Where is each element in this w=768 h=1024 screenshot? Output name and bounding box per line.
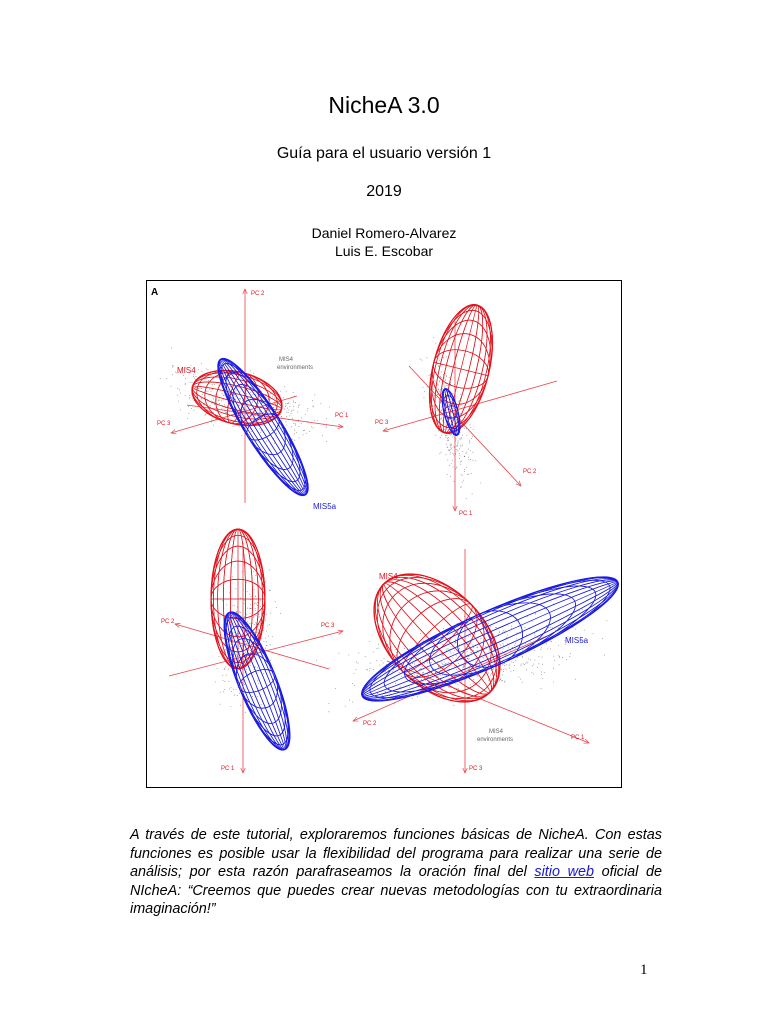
label-pc3-p4: PC 3 <box>469 766 483 772</box>
author-1: Daniel Romero-Alvarez <box>311 225 457 241</box>
author-2: Luis E. Escobar <box>334 243 434 259</box>
figure-canvas <box>147 281 621 787</box>
niche-ellipsoids <box>186 298 621 757</box>
env-cloud-p1 <box>151 347 349 461</box>
label-env-line1-p1: MIS4 <box>279 357 294 363</box>
label-pc2-p2: PC 2 <box>523 469 537 475</box>
label-env-line1-p4: MIS4 <box>489 729 504 735</box>
label-pc2-p4: PC 2 <box>363 721 377 727</box>
label-pc3-p1: PC 3 <box>157 421 171 427</box>
mis5a-ellipsoid-p2 <box>438 387 463 437</box>
niche-ellipsoid-figure <box>146 280 622 788</box>
intro-text-before: A través de este tutorial, exploraremos funciones básicas de NicheA. Con estas funciones es posible usar la flexibilidad del programa para realizar una serie de análisis; por esta razón parafraseamos la oración final del <box>130 827 662 880</box>
label-pc2-p1: PC 2 <box>251 291 265 297</box>
axis-pc1-p4 <box>387 661 589 743</box>
label-pc1-p3: PC 1 <box>221 766 235 772</box>
document-title: NicheA 3.0 <box>328 92 440 118</box>
document-subtitle: Guía para el usuario versión 1 <box>276 145 492 162</box>
website-link[interactable]: sitio web <box>534 864 594 880</box>
intro-paragraph <box>130 826 662 919</box>
label-pc2-p3: PC 2 <box>161 619 175 625</box>
label-env-line2-p1: environments <box>277 365 314 371</box>
label-env-line2-p4: environments <box>477 737 514 743</box>
panel-letter: A <box>151 287 159 298</box>
label-pc3-p2: PC 3 <box>375 420 389 426</box>
axis-pc3-p2 <box>383 381 557 431</box>
label-mis5a-p4: MIS5a <box>565 636 589 645</box>
label-pc1-p2: PC 1 <box>459 511 473 517</box>
label-pc3-p3: PC 3 <box>321 623 335 629</box>
label-mis4-p1: MIS4 <box>177 366 196 375</box>
label-pc1-p4: PC 1 <box>571 735 585 741</box>
document-year: 2019 <box>366 183 402 200</box>
label-mis5a-p1: MIS5a <box>313 502 337 511</box>
mis4-ellipsoid-p2 <box>418 298 504 440</box>
axis-pc2-p4 <box>353 636 547 721</box>
page-number: 1 <box>640 962 648 978</box>
mis4-ellipsoid-p3 <box>211 529 265 669</box>
label-pc1-p1: PC 1 <box>335 413 349 419</box>
intro-text-after: oficial de NIcheA: “Creemos que puedes crear nuevas metodologías con tu extraordinaria imaginación!” <box>130 864 662 917</box>
label-mis4-p4: MIS4 <box>379 572 398 581</box>
mis4-ellipsoid-p1 <box>186 362 288 435</box>
